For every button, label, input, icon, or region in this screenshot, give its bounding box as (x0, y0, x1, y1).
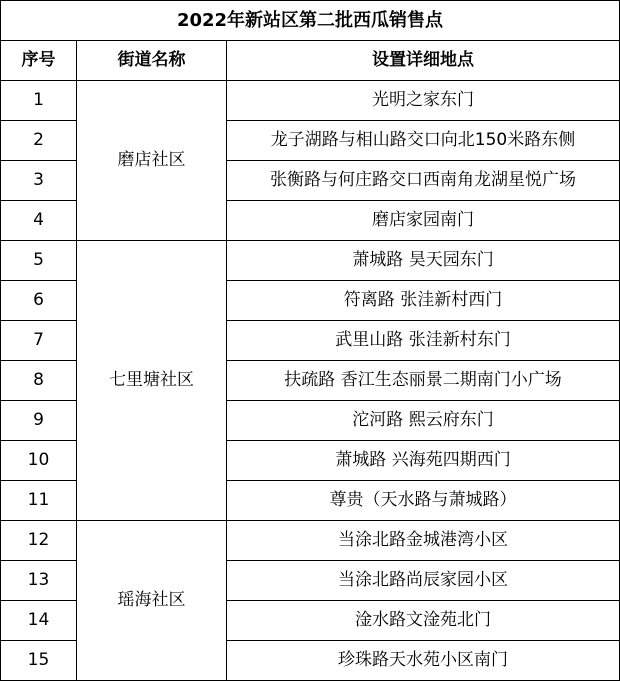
district-cell: 七里塘社区 (77, 241, 227, 521)
row-index: 9 (1, 401, 77, 441)
row-index: 13 (1, 561, 77, 601)
row-index: 10 (1, 441, 77, 481)
row-location: 光明之家东门 (227, 81, 620, 121)
table-title: 2022年新站区第二批西瓜销售点 (1, 1, 620, 41)
district-cell: 瑶海社区 (77, 521, 227, 681)
row-index: 4 (1, 201, 77, 241)
row-location: 当涂北路尚辰家园小区 (227, 561, 620, 601)
row-index: 2 (1, 121, 77, 161)
title-row (1, 1, 620, 41)
table-body (1, 81, 620, 681)
row-index: 6 (1, 281, 77, 321)
row-location: 萧城路 兴海苑四期西门 (227, 441, 620, 481)
row-index: 7 (1, 321, 77, 361)
row-location: 珍珠路天水苑小区南门 (227, 641, 620, 681)
row-index: 1 (1, 81, 77, 121)
row-location: 沱河路 熙云府东门 (227, 401, 620, 441)
row-index: 5 (1, 241, 77, 281)
header-row (1, 41, 620, 81)
row-location: 淦水路文淦苑北门 (227, 601, 620, 641)
header-district: 街道名称 (77, 41, 227, 81)
district-cell: 磨店社区 (77, 81, 227, 241)
row-location: 龙子湖路与相山路交口向北150米路东侧 (227, 121, 620, 161)
row-location: 萧城路 昊天园东门 (227, 241, 620, 281)
row-location: 磨店家园南门 (227, 201, 620, 241)
row-index: 8 (1, 361, 77, 401)
row-index: 12 (1, 521, 77, 561)
header-location: 设置详细地点 (227, 41, 620, 81)
row-index: 14 (1, 601, 77, 641)
row-location: 武里山路 张洼新村东门 (227, 321, 620, 361)
table-row (1, 521, 620, 561)
table-row (1, 241, 620, 281)
row-location: 当涂北路金城港湾小区 (227, 521, 620, 561)
row-index: 11 (1, 481, 77, 521)
row-index: 15 (1, 641, 77, 681)
row-location: 符离路 张洼新村西门 (227, 281, 620, 321)
row-location: 尊贵（天水路与萧城路） (227, 481, 620, 521)
row-index: 3 (1, 161, 77, 201)
table-row (1, 81, 620, 121)
row-location: 扶疏路 香江生态丽景二期南门小广场 (227, 361, 620, 401)
header-index: 序号 (1, 41, 77, 81)
row-location: 张衡路与何庄路交口西南角龙湖星悦广场 (227, 161, 620, 201)
